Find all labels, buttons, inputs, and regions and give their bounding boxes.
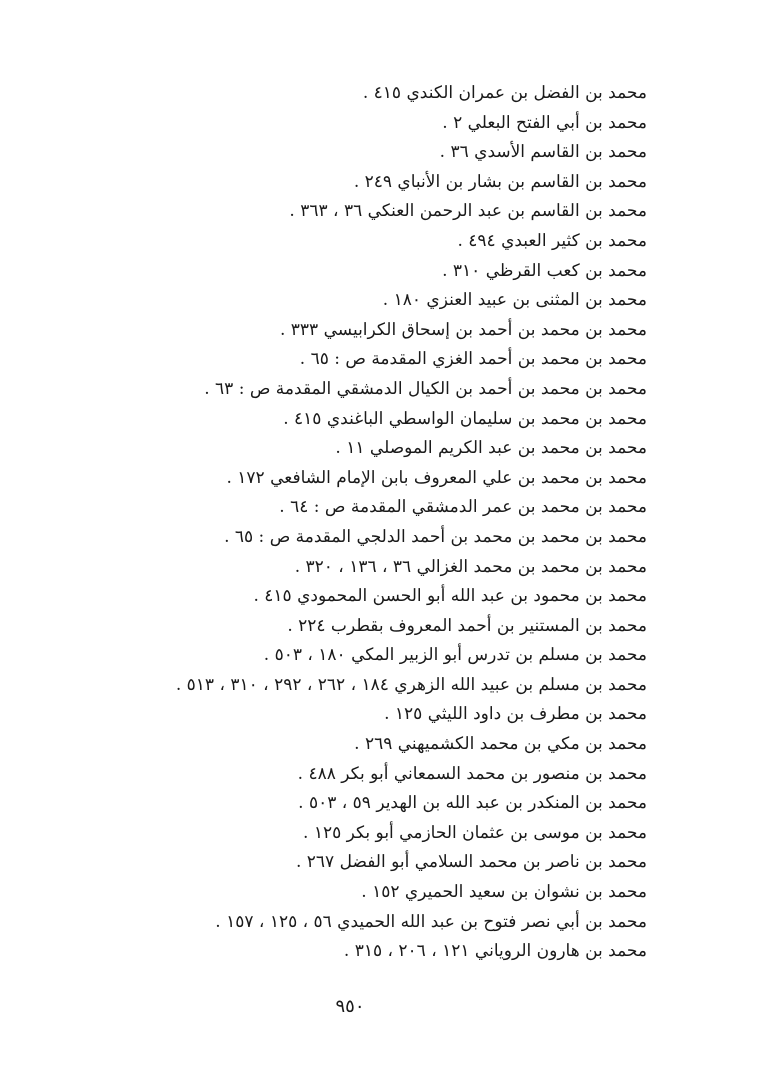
index-entry: محمد بن أبي الفتح البعلي ٢ . xyxy=(442,112,647,133)
index-entry: محمد بن محمود بن عبد الله أبو الحسن المحمودي ٤١٥ . xyxy=(253,586,647,607)
index-entry: محمد بن محمد بن أحمد الغزي المقدمة ص : ٦٥ . xyxy=(299,349,647,370)
index-entry: محمد بن محمد بن محمد الغزالي ٣٦ ، ١٣٦ ، ٣٢٠ . xyxy=(294,556,647,577)
index-entry: محمد بن محمد بن سليمان الواسطي الباغندي ٤١٥ . xyxy=(283,408,647,429)
index-entry: محمد بن كعب القرظي ٣١٠ . xyxy=(442,260,647,281)
index-entry-list xyxy=(27,79,647,967)
page-number: ٩٥٠ xyxy=(335,996,365,1017)
index-entry: محمد بن موسى بن عثمان الحازمي أبو بكر ١٢٥ . xyxy=(303,822,647,843)
index-entry: محمد بن القاسم بن بشار بن الأنباي ٢٤٩ . xyxy=(353,171,647,192)
index-entry: محمد بن مكي بن محمد الكشميهني ٢٦٩ . xyxy=(354,734,647,755)
index-entry: محمد بن محمد بن أحمد بن إسحاق الكرابيسي ٣٣٣ . xyxy=(279,319,647,340)
index-entry: محمد بن القاسم الأسدي ٣٦ . xyxy=(439,142,647,163)
index-entry: محمد بن محمد بن محمد بن أحمد الدلجي المقدمة ص : ٦٥ . xyxy=(224,526,647,547)
index-entry: محمد بن مسلم بن تدرس أبو الزبير المكي ١٨٠ ، ٥٠٣ . xyxy=(263,645,647,666)
index-entry: محمد بن المنكدر بن عبد الله بن الهدير ٥٩ ، ٥٠٣ . xyxy=(298,793,647,814)
index-entry: محمد بن القاسم بن عبد الرحمن العنكي ٣٦ ، ٣٦٣ . xyxy=(289,201,647,222)
index-entry: محمد بن محمد بن علي المعروف بابن الإمام الشافعي ١٧٢ . xyxy=(226,467,647,488)
index-entry: محمد بن هارون الروياني ١٢١ ، ٢٠٦ ، ٣١٥ . xyxy=(343,941,647,962)
index-entry: محمد بن منصور بن محمد السمعاني أبو بكر ٤٨٨ . xyxy=(297,763,647,784)
index-entry: محمد بن المثنى بن عبيد العنزي ١٨٠ . xyxy=(382,290,647,311)
index-entry: محمد بن كثير العبدي ٤٩٤ . xyxy=(457,230,647,251)
index-entry: محمد بن الفضل بن عمران الكندي ٤١٥ . xyxy=(362,83,647,103)
index-entry: محمد بن ناصر بن محمد السلامي أبو الفضل ٢٦٧ . xyxy=(295,852,647,873)
index-entry: محمد بن محمد بن عمر الدمشقي المقدمة ص : ٦٤ . xyxy=(279,497,647,518)
index-entry: محمد بن أبي نصر فتوح بن عبد الله الحميدي ٥٦ ، ١٢٥ ، ١٥٧ . xyxy=(215,911,647,932)
index-entry: محمد بن محمد بن عبد الكريم الموصلي ١١ . xyxy=(335,438,647,459)
index-entry: محمد بن نشوان بن سعيد الحميري ١٥٢ . xyxy=(361,882,647,903)
index-entry: محمد بن محمد بن أحمد بن الكيال الدمشقي المقدمة ص : ٦٣ . xyxy=(204,378,647,399)
index-entry: محمد بن مطرف بن داود الليثي ١٢٥ . xyxy=(384,704,647,725)
index-entry: محمد بن المستنير بن أحمد المعروف بقطرب ٢٢٤ . xyxy=(287,615,647,636)
index-entry: محمد بن مسلم بن عبيد الله الزهري ١٨٤ ، ٢٦٢ ، ٢٩٢ ، ٣١٠ ، ٥١٣ . xyxy=(175,674,647,695)
